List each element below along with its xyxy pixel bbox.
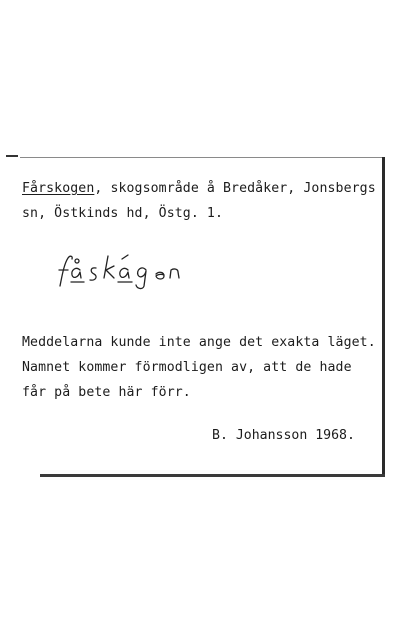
note-line-1: Meddelarna kunde inte ange det exakta läget. <box>22 335 376 350</box>
note-line-3: får på bete här förr. <box>22 385 191 400</box>
card-bottom-edge <box>40 474 385 477</box>
margin-mark <box>6 155 18 157</box>
place-entry-line <box>22 181 376 196</box>
card-right-edge <box>382 157 385 477</box>
collector-signature: B. Johansson 1968. <box>212 428 355 443</box>
headword: Fårskogen <box>22 181 95 196</box>
handwritten-pronunciation <box>56 250 206 292</box>
place-description: , skogsområde å Bredåker, Jonsbergs <box>94 181 376 196</box>
card-top-edge <box>20 157 382 158</box>
note-line-2: Namnet kommer förmodligen av, att de hade <box>22 360 352 375</box>
place-location: sn, Östkinds hd, Östg. 1. <box>22 206 223 221</box>
